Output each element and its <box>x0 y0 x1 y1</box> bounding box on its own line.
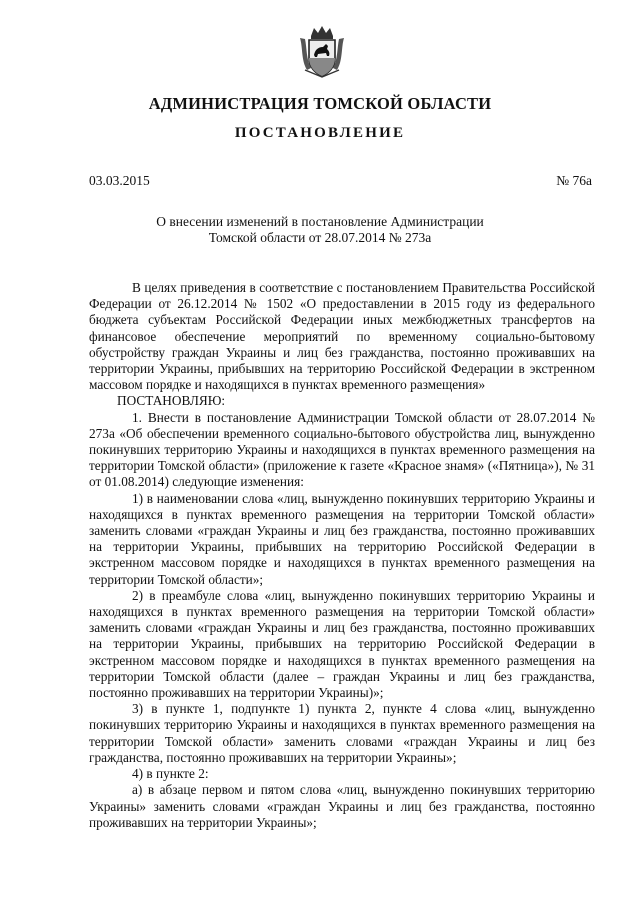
preamble-paragraph: В целях приведения в соответствие с постановлением Правительства Российской Федерации от 26.12.2014 № 1502 «О предоставлении в 2015 году из федерального бюджета субъектам Российской Федерации иных межбюджетных трансфертов на финансовое обеспечение мероприятий по временному социально-бытовому обустройству граждан Украины и лиц без гражданства, постоянно проживавших на территории Украины, прибывших на территорию Российской Федерации в экстренном массовом порядке и находящихся в пунктах временного размещения» <box>89 280 595 393</box>
organization-title: АДМИНИСТРАЦИЯ ТОМСКОЙ ОБЛАСТИ <box>148 94 492 113</box>
decree-word: ПОСТАНОВЛЯЮ: <box>117 393 226 409</box>
crown-shape <box>311 26 333 36</box>
subclause-1-3: 3) в пункте 1, подпункте 1) пункта 2, пункте 4 слова «лиц, вынужденно покинувших территорию Украины и находящихся в пунктах временного размещения на территории Томской области» заменить словами «граждан Украины и лиц без гражданства, постоянно проживавших на территории Украины»; <box>89 701 595 765</box>
subject-line: Томской области от 28.07.2014 № 273а <box>208 230 432 245</box>
document-body <box>89 280 595 831</box>
subclause-1-4-a: а) в абзаце первом и пятом слова «лиц, вынужденно покинувших территорию Украины» заменить словами «граждан Украины и лиц без гражданства, постоянно проживавших на территории Украины»; <box>89 782 595 830</box>
document-number: № 76а <box>556 173 592 188</box>
subclause-1-2: 2) в преамбуле слова «лиц, вынужденно покинувших территорию Украины и находящихся в пунктах временного размещения на территории Томской области» заменить словами «граждан Украины и лиц без гражданства, постоянно проживавших на территории Украины, прибывших на территорию Российской Федерации в экстренном массовом порядке и находящихся в пунктах временного размещения на территории Томской области (далее – граждан Украины и лиц без гражданства, постоянно проживавших на территории Украины)»; <box>89 587 595 701</box>
clause-1: 1. Внести в постановление Администрации Томской области от 28.07.2014 № 273а «Об обеспечении временного социально-бытового обустройства лиц, вынужденно покинувших территорию Украины и находящихся в пунктах временного размещения на территории Томской области» (приложение к газете «Красное знамя» («Пятница»), № 31 от 01.08.2014) следующие изменения: <box>89 409 595 490</box>
coat-of-arms-icon <box>297 24 347 78</box>
subject-line: О внесении изменений в постановление Администрации <box>156 214 484 229</box>
document-type: ПОСТАНОВЛЕНИЕ <box>234 125 406 141</box>
subclause-1-1: 1) в наименовании слова «лиц, вынужденно покинувших территорию Украины и находящихся в пунктах временного размещения на территории Томской области» заменить словами «граждан Украины и лиц без гражданства, постоянно проживавших на территории Украины, прибывших на территорию Российской Федерации в экстренном массовом порядке и находящихся в пунктах временного размещения на территории Томской области»; <box>89 490 595 587</box>
document-date: 03.03.2015 <box>89 173 150 188</box>
subclause-1-4: 4) в пункте 2: <box>132 766 209 782</box>
document-subject <box>150 214 490 246</box>
